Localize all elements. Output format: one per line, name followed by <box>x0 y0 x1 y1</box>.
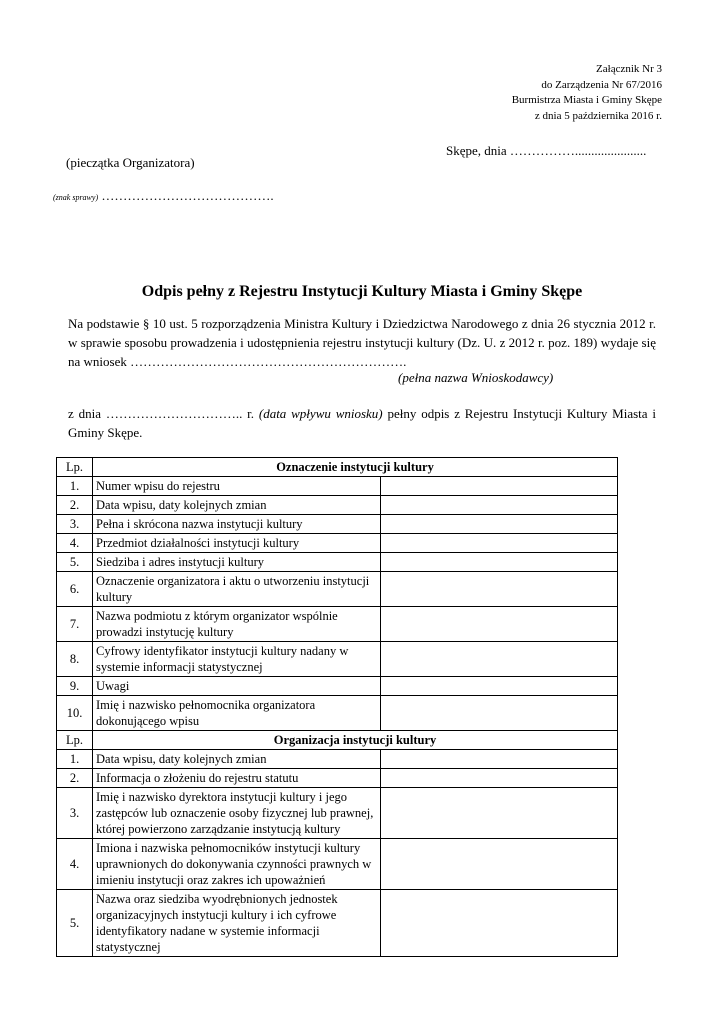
lp-header: Lp. <box>57 731 93 750</box>
register-table <box>56 457 618 957</box>
row-label: Pełna i skrócona nazwa instytucji kultury <box>93 515 381 534</box>
intro-paragraph <box>68 314 656 371</box>
intro-text: Na podstawie § 10 ust. 5 rozporządzenia Ministra Kultury i Dziedzictwa Narodowego z dnia 26 stycznia 2012 r. w sprawie sposobu prowadzenia i udostępnienia rejestru instytucji kultury (Dz. U. z 2012 r. poz. 189) wydaje się na wniosek ………………………………………………………. <box>68 316 656 369</box>
attachment-number: Załącznik Nr 3 <box>596 63 662 75</box>
table-row <box>57 696 618 731</box>
table-row <box>57 839 618 890</box>
row-number: 3. <box>57 515 93 534</box>
case-reference <box>53 188 274 204</box>
row-label: Siedziba i adres instytucji kultury <box>93 553 381 572</box>
table-row <box>57 477 618 496</box>
row-value-field[interactable] <box>381 534 618 553</box>
row-label: Data wpisu, daty kolejnych zmian <box>93 496 381 515</box>
row-number: 8. <box>57 642 93 677</box>
row-number: 5. <box>57 890 93 957</box>
row-number: 1. <box>57 750 93 769</box>
row-number: 4. <box>57 534 93 553</box>
row-label: Uwagi <box>93 677 381 696</box>
row-number: 3. <box>57 788 93 839</box>
row-label: Nazwa oraz siedziba wyodrębnionych jednostek organizacyjnych instytucji kultury i ich cyfrowe identyfikatory nadane w systemie informacji statystycznej <box>93 890 381 957</box>
request-paragraph <box>68 404 656 442</box>
section-title: Oznaczenie instytucji kultury <box>93 458 618 477</box>
row-label: Przedmiot działalności instytucji kultury <box>93 534 381 553</box>
row-value-field[interactable] <box>381 477 618 496</box>
row-value-field[interactable] <box>381 642 618 677</box>
row-label: Informacja o złożeniu do rejestru statutu <box>93 769 381 788</box>
table-row <box>57 534 618 553</box>
row-value-field[interactable] <box>381 839 618 890</box>
row-value-field[interactable] <box>381 769 618 788</box>
row-value-field[interactable] <box>381 496 618 515</box>
attachment-header <box>512 62 662 124</box>
row-number: 9. <box>57 677 93 696</box>
row-label: Cyfrowy identyfikator instytucji kultury nadany w systemie informacji statystycznej <box>93 642 381 677</box>
table-row <box>57 769 618 788</box>
attachment-date: z dnia 5 października 2016 r. <box>534 109 662 122</box>
section-title: Organizacja instytucji kultury <box>93 731 618 750</box>
table-row <box>57 607 618 642</box>
place-date-field: Skępe, dnia ……………...................... <box>446 143 647 158</box>
table-row <box>57 750 618 769</box>
request-date-prefix: z dnia ………………………….. r. <box>68 406 259 421</box>
request-text: pełny odpis z Rejestru Instytucji Kultury Miasta i Gminy Skępe. <box>68 406 657 440</box>
row-value-field[interactable] <box>381 553 618 572</box>
row-label: Imię i nazwisko pełnomocnika organizatora dokonującego wpisu <box>93 696 381 731</box>
table-row <box>57 890 618 957</box>
row-number: 6. <box>57 572 93 607</box>
row-value-field[interactable] <box>381 890 618 957</box>
table-row <box>57 642 618 677</box>
document-title: Odpis pełny z Rejestru Instytucji Kultury Miasta i Gminy Skępe <box>141 283 583 300</box>
case-reference-label: (znak sprawy) <box>53 193 99 202</box>
request-date-hint: (data wpływu wniosku) <box>258 406 383 421</box>
row-label: Imię i nazwisko dyrektora instytucji kultury i jego zastępców lub oznaczenie osoby fizycznej lub prawnej, której powierzono zarządzanie instytucją kultury <box>93 788 381 839</box>
row-value-field[interactable] <box>381 515 618 534</box>
table-row <box>57 788 618 839</box>
table-row <box>57 515 618 534</box>
section-header-row <box>57 731 618 750</box>
row-number: 5. <box>57 553 93 572</box>
attachment-ordinance: do Zarządzenia Nr 67/2016 <box>541 78 662 91</box>
table-row <box>57 677 618 696</box>
applicant-name-hint: (pełna nazwa Wnioskodawcy) <box>398 370 554 385</box>
row-number: 2. <box>57 769 93 788</box>
table-row <box>57 496 618 515</box>
row-number: 2. <box>57 496 93 515</box>
row-number: 4. <box>57 839 93 890</box>
row-value-field[interactable] <box>381 696 618 731</box>
row-value-field[interactable] <box>381 750 618 769</box>
row-label: Numer wpisu do rejestru <box>93 477 381 496</box>
row-number: 10. <box>57 696 93 731</box>
row-value-field[interactable] <box>381 607 618 642</box>
table-row <box>57 553 618 572</box>
row-label: Nazwa podmiotu z którym organizator wspólnie prowadzi instytucję kultury <box>93 607 381 642</box>
row-value-field[interactable] <box>381 572 618 607</box>
section-identification <box>57 458 618 731</box>
attachment-issuer: Burmistrza Miasta i Gminy Skępe <box>511 94 662 106</box>
section-organization <box>57 731 618 957</box>
organizer-stamp-label: (pieczątka Organizatora) <box>66 155 195 170</box>
row-value-field[interactable] <box>381 677 618 696</box>
row-label: Imiona i nazwiska pełnomocników instytucji kultury uprawnionych do dokonywania czynności prawnych w imieniu instytucji oraz zakres ich upoważnień <box>93 839 381 890</box>
row-label: Oznaczenie organizatora i aktu o utworzeniu instytucji kultury <box>93 572 381 607</box>
row-label: Data wpisu, daty kolejnych zmian <box>93 750 381 769</box>
row-value-field[interactable] <box>381 788 618 839</box>
row-number: 7. <box>57 607 93 642</box>
case-reference-dots: …………………………………. <box>98 188 274 203</box>
table-row <box>57 572 618 607</box>
section-header-row <box>57 458 618 477</box>
row-number: 1. <box>57 477 93 496</box>
lp-header: Lp. <box>57 458 93 477</box>
